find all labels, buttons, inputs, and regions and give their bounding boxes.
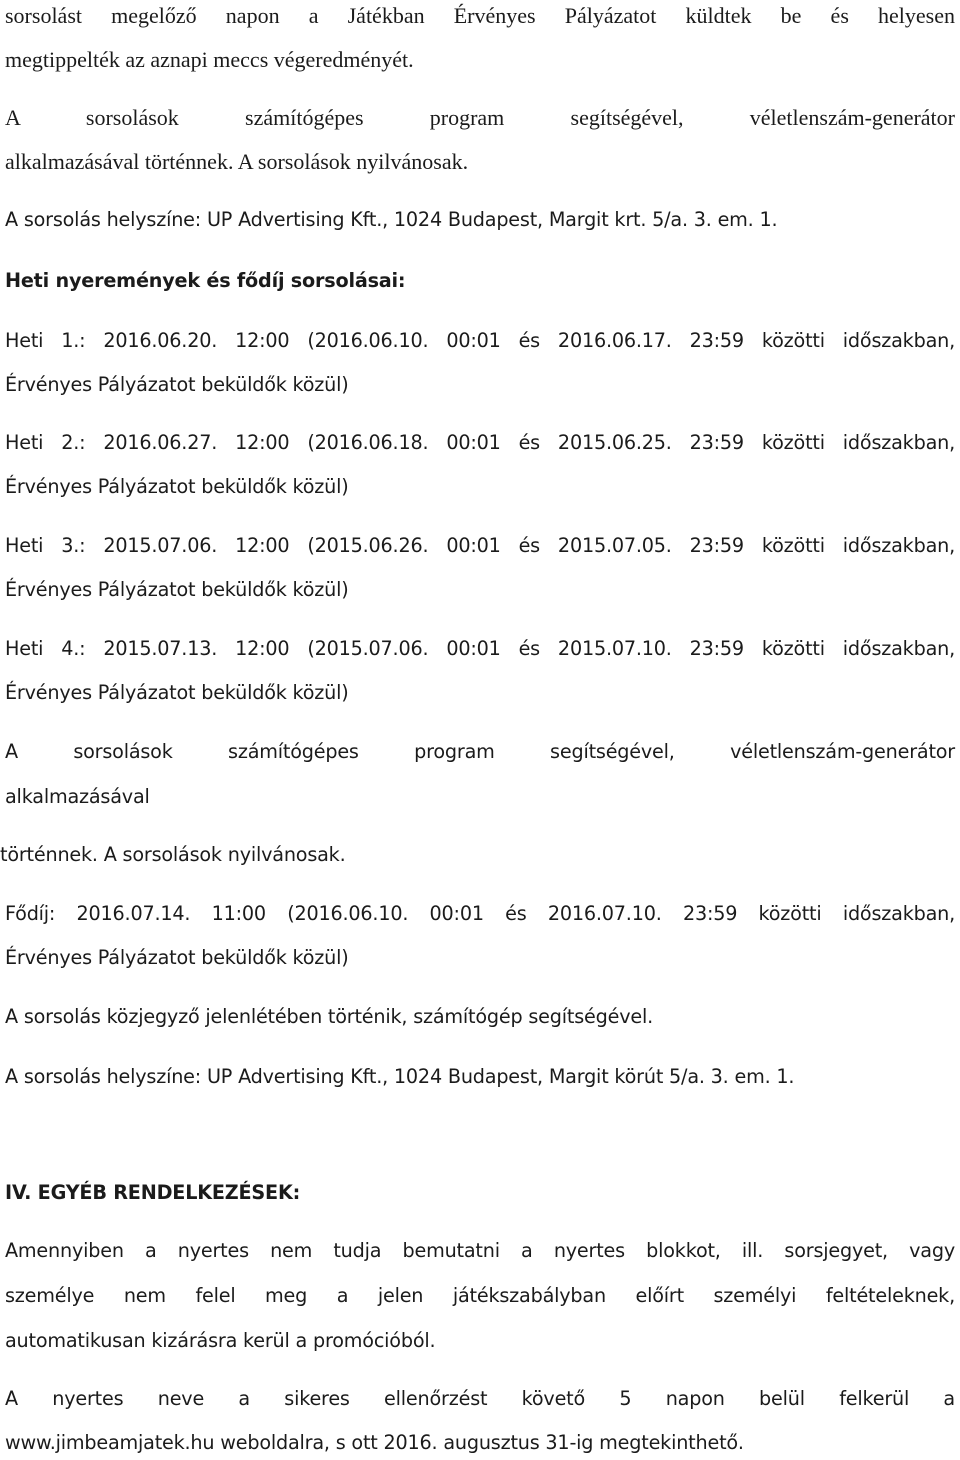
paragraph-line: A nyertes neve a sikeres ellenőrzést követő 5 napon belül felkerül a bbox=[5, 1387, 955, 1410]
paragraph-line: alkalmazásával bbox=[5, 785, 150, 808]
section-heading: IV. EGYÉB RENDELKEZÉSEK: bbox=[5, 1181, 301, 1204]
paragraph-line: www.jimbeamjatek.hu weboldalra, s ott 2016. augusztus 31-ig megtekinthető. bbox=[5, 1431, 744, 1454]
venue-line: A sorsolás helyszíne: UP Advertising Kft., 1024 Budapest, Margit körút 5/a. 3. em. 1. bbox=[5, 1065, 795, 1088]
paragraph-line: A sorsolások számítógépes program segítségével, véletlenszám-generátor bbox=[5, 105, 955, 130]
paragraph-line: személye nem felel meg a jelen játékszabályban előírt személyi feltételeknek, bbox=[5, 1284, 955, 1307]
paragraph-line: megtippelték az aznapi meccs végeredményét. bbox=[5, 47, 414, 72]
paragraph-line: sorsolást megelőző napon a Játékban Érvényes Pályázatot küldtek be és helyesen bbox=[5, 3, 955, 28]
paragraph-line: A sorsolások számítógépes program segítségével, véletlenszám-generátor bbox=[5, 740, 955, 763]
draw-line: Érvényes Pályázatot beküldők közül) bbox=[5, 475, 349, 498]
paragraph-line: A sorsolás közjegyző jelenlétében történik, számítógép segítségével. bbox=[5, 1005, 653, 1028]
paragraph-line: alkalmazásával történnek. A sorsolások nyilvánosak. bbox=[5, 149, 469, 174]
draw-line: Heti 1.: 2016.06.20. 12:00 (2016.06.10. 00:01 és 2016.06.17. 23:59 közötti időszakban, bbox=[5, 329, 955, 352]
main-prize-line: Érvényes Pályázatot beküldők közül) bbox=[5, 946, 349, 969]
draw-line: Heti 2.: 2016.06.27. 12:00 (2016.06.18. 00:01 és 2015.06.25. 23:59 közötti időszakban, bbox=[5, 431, 955, 454]
section-heading: Heti nyeremények és fődíj sorsolásai: bbox=[5, 269, 406, 292]
venue-line: A sorsolás helyszíne: UP Advertising Kft., 1024 Budapest, Margit krt. 5/a. 3. em. 1. bbox=[5, 208, 778, 231]
paragraph-line: automatikusan kizárásra kerül a promócióból. bbox=[5, 1329, 436, 1352]
draw-line: Heti 4.: 2015.07.13. 12:00 (2015.07.06. 00:01 és 2015.07.10. 23:59 közötti időszakban, bbox=[5, 637, 955, 660]
main-prize-line: Fődíj: 2016.07.14. 11:00 (2016.06.10. 00:01 és 2016.07.10. 23:59 közötti időszakban, bbox=[5, 902, 955, 925]
paragraph-line: Amennyiben a nyertes nem tudja bemutatni a nyertes blokkot, ill. sorsjegyet, vagy bbox=[5, 1239, 955, 1262]
draw-line: Érvényes Pályázatot beküldők közül) bbox=[5, 681, 349, 704]
paragraph-line: történnek. A sorsolások nyilvánosak. bbox=[0, 843, 346, 866]
draw-line: Érvényes Pályázatot beküldők közül) bbox=[5, 373, 349, 396]
draw-line: Érvényes Pályázatot beküldők közül) bbox=[5, 578, 349, 601]
draw-line: Heti 3.: 2015.07.06. 12:00 (2015.06.26. 00:01 és 2015.07.05. 23:59 közötti időszakban, bbox=[5, 534, 955, 557]
